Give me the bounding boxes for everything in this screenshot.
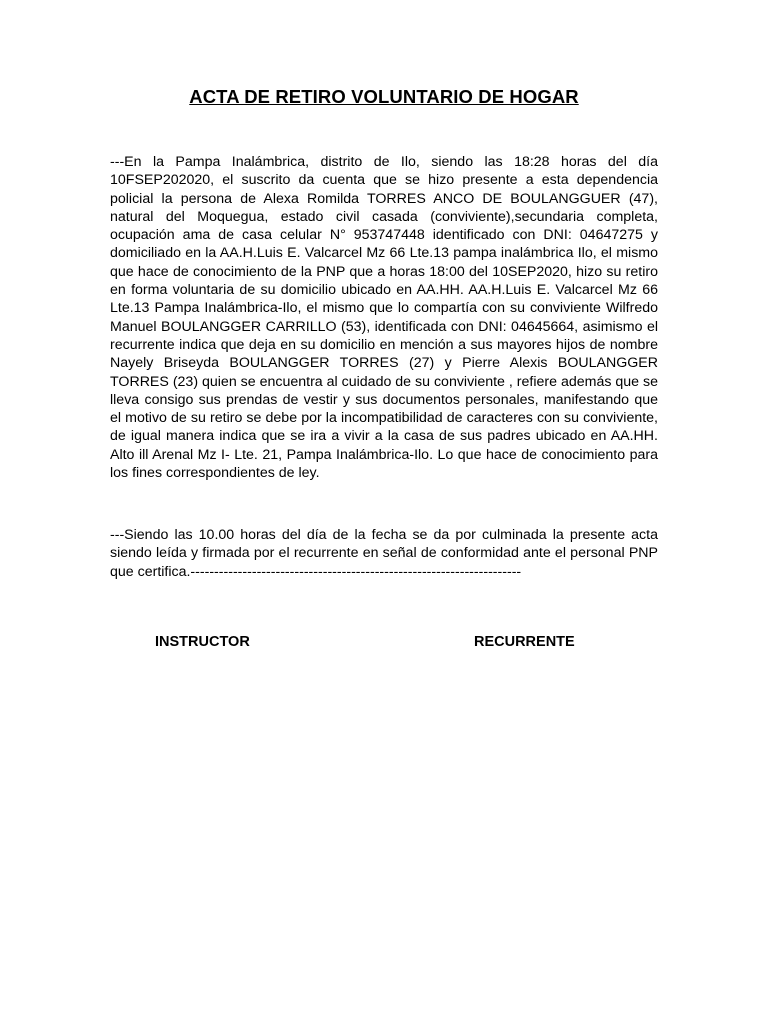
body-paragraph-2: ---Siendo las 10.00 horas del día de la fecha se da por culminada la presente acta siendo leída y firmada por el recurrente en señal de conformidad ante el personal PNP que certifica.---------------------------------------------------------------------- [110, 527, 658, 580]
body-paragraph-1: ---En la Pampa Inalámbrica, distrito de Ilo, siendo las 18:28 horas del día 10FSEP202020, el suscrito da cuenta que se hizo presente a esta dependencia policial la persona de Alexa Romilda TORRES ANCO DE BOULANGGUER (47), natural del Moquegua, estado civil casada (conviviente),secundaria completa, ocupación ama de casa celular N° 953747448 identificado con DNI: 04647275 y domiciliado en la AA.H.Luis E. Valcarcel Mz 66 Lte.13 pampa inalámbrica Ilo, el mismo que hace de conocimiento de la PNP que a horas 18:00 del 10SEP2020, hizo su retiro en forma voluntaria de su domicilio ubicado en AA.HH. AA.H.Luis E. Valcarcel Mz 66 Lte.13 Pampa Inalámbrica-Ilo, el mismo que lo compartía con su conviviente Wilfredo Manuel BOULANGGER CARRILLO (53), identificada con DNI: 04645664, asimismo el recurrente indica que deja en su domicilio en mención a sus mayores hijos de nombre Nayely Briseyda BOULANGGER TORRES (27) y Pierre Alexis BOULANGGER TORRES (23) quien se encuentra al cuidado de su conviviente , refiere además que se lleva consigo sus prendas de vestir y sus documentos personales, manifestando que el motivo de su retiro se debe por la incompatibilidad de caracteres con su conviviente, de igual manera indica que se ira a vivir a la casa de sus padres ubicado en AA.HH. Alto ill Arenal Mz I- Lte. 21, Pampa Inalámbrica-Ilo. Lo que hace de conocimiento para los fines correspondientes de ley. [110, 154, 658, 482]
signature-label-instructor: INSTRUCTOR [155, 634, 250, 650]
document-title: ACTA DE RETIRO VOLUNTARIO DE HOGAR [189, 86, 579, 107]
signature-label-recurrente: RECURRENTE [474, 634, 575, 650]
